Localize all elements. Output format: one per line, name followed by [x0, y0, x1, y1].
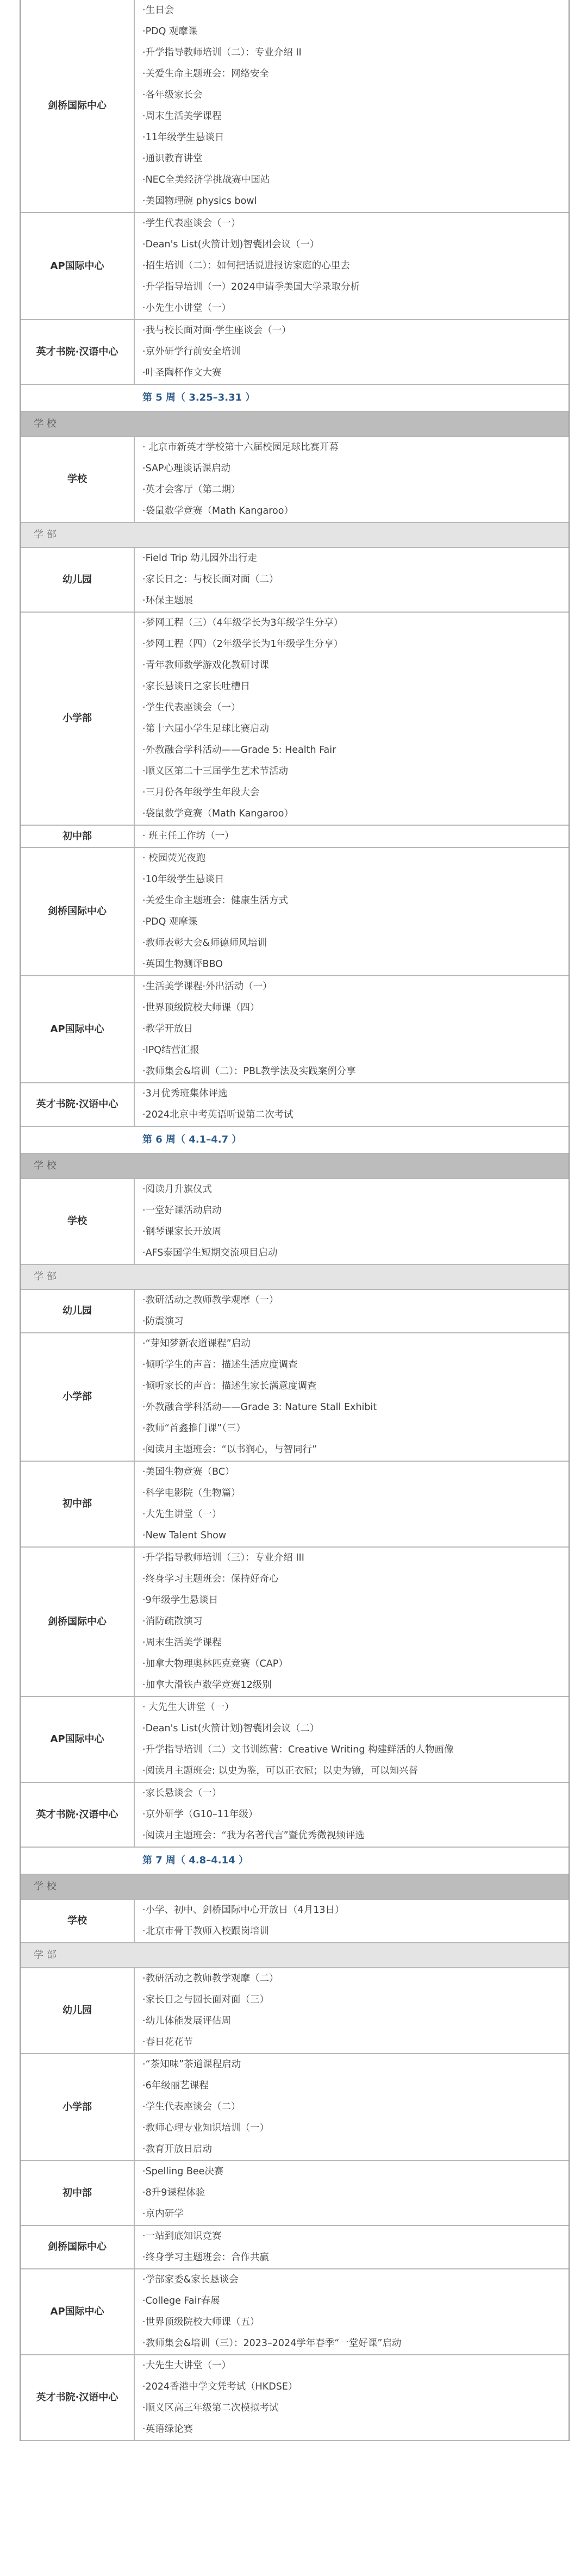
group-items	[135, 1333, 569, 1461]
event-item: ·美国物理碗 physics bowl	[142, 196, 257, 207]
event-item: ·关爱生命主题班会：网络安全	[142, 68, 270, 79]
week-title: 第 7 周（ 4.8–4.14 ）	[142, 1855, 248, 1866]
group-row	[21, 2226, 569, 2269]
event-item: ·升学指导培训（二）文书训练营：Creative Writing 构建鲜活的人物画像	[142, 1744, 454, 1755]
group-items	[135, 976, 569, 1082]
event-item: ·教师集会&培训（二）：PBL教学法及实践案例分享	[142, 1066, 356, 1077]
group-label: 幼儿园	[21, 1968, 135, 2053]
group-label: 剑桥国际中心	[21, 2226, 135, 2268]
group-items	[135, 2355, 569, 2440]
event-item: ·青年教师数学游戏化教研讨课	[142, 660, 270, 671]
event-item: ·教育开放日启动	[142, 2144, 213, 2155]
event-item: ·大先生大讲堂（一）	[142, 2360, 232, 2371]
event-item: ·阅读月主题班会: 以史为鉴，可以正衣冠；以史为镜，可以知兴替	[142, 1766, 419, 1776]
event-item: ·各年级家长会	[142, 90, 203, 101]
event-item: ·世界顶级院校大师课（四）	[142, 1002, 260, 1013]
group-items	[135, 1697, 569, 1782]
event-item: ·教师心理专业知识培训（一）	[142, 2123, 270, 2134]
event-item: · 校园荧光夜跑	[142, 853, 206, 864]
event-item: ·2024北京中考英语听说第二次考试	[142, 1109, 294, 1120]
group-items	[135, 1900, 569, 1942]
event-item: ·小学、初中、剑桥国际中心开放日（4月13日）	[142, 1905, 345, 1916]
group-items	[135, 1548, 569, 1696]
group-row	[21, 1783, 569, 1848]
event-item: ·“芽知梦新农道课程”启动	[142, 1338, 251, 1349]
event-item: ·倾听家长的声音：描述生家长满意度调查	[142, 1381, 317, 1392]
event-item: ·教师表彰大会&师德师风培训	[142, 938, 267, 949]
group-label: 初中部	[21, 1462, 135, 1546]
group-label: 小学部	[21, 2054, 135, 2160]
event-item: ·袋鼠数学竞赛（Math Kangaroo）	[142, 808, 294, 819]
event-item: ·钢琴课家长开放周	[142, 1226, 222, 1237]
group-row	[21, 0, 569, 213]
event-item: ·阅读月升旗仪式	[142, 1184, 213, 1195]
event-item: ·周末生活美学课程	[142, 1637, 222, 1648]
event-item: ·家长日之与园长面对面（三）	[142, 1994, 270, 2005]
group-items	[135, 0, 569, 212]
event-item: ·PDQ 观摩课	[142, 26, 198, 37]
group-row	[21, 1179, 569, 1265]
group-row	[21, 320, 569, 385]
group-items	[135, 1968, 569, 2053]
group-items	[135, 1462, 569, 1546]
event-item: ·一堂好课活动启动	[142, 1205, 222, 1216]
event-item: ·教师“首鑫推门课”（三）	[142, 1423, 246, 1434]
group-label: AP国际中心	[21, 2269, 135, 2354]
group-label: 英才书院·汉语中心	[21, 320, 135, 384]
event-item: ·梦网工程（四）（2年级学长为1年级学生分享）	[142, 639, 344, 650]
event-item: ·9年级学生悬谈日	[142, 1595, 218, 1606]
event-item: ·世界顶级院校大师课（五）	[142, 2317, 260, 2328]
event-item: ·加拿大滑铁卢数学竞赛12级别	[142, 1680, 272, 1691]
event-item: ·家长悬谈会（一）	[142, 1788, 222, 1799]
event-item: ·Spelling Bee决赛	[142, 2166, 224, 2177]
group-items	[135, 548, 569, 612]
group-label: 剑桥国际中心	[21, 1548, 135, 1696]
group-items	[135, 1783, 569, 1847]
event-item: ·招生培训（二）：如何把话说进报访家庭的心里去	[142, 260, 350, 271]
event-item: ·3月优秀班集体评选	[142, 1088, 228, 1099]
event-item: ·英才会客厅（第二期）	[142, 484, 241, 495]
event-item: ·学生代表座谈会（一）	[142, 218, 241, 229]
event-item: ·京外研学（G10–11年级）	[142, 1809, 258, 1820]
event-item: ·幼儿体能发展评估周	[142, 2016, 232, 2026]
group-items	[135, 2226, 569, 2268]
event-item: ·“茶知味”茶道课程启动	[142, 2059, 241, 2070]
event-item: ·IPQ结营汇报	[142, 1045, 200, 1056]
group-items	[135, 848, 569, 975]
event-item: ·叶圣陶杯作文大赛	[142, 367, 222, 378]
event-item: ·6年级丽艺课程	[142, 2080, 209, 2091]
group-label: 学校	[21, 437, 135, 522]
event-item: ·我与校长面对面·学生座谈会（一）	[142, 325, 291, 336]
group-row	[21, 2355, 569, 2441]
event-item: ·学生代表座谈会（一）	[142, 702, 241, 713]
event-item: ·学生代表座谈会（二）	[142, 2101, 241, 2112]
group-label: AP国际中心	[21, 976, 135, 1082]
event-item: ·学部家委&家长恳谈会	[142, 2274, 239, 2285]
group-items	[135, 613, 569, 825]
event-item: ·New Talent Show	[142, 1530, 227, 1541]
event-item: ·倾听学生的声音：描述生活应度调查	[142, 1359, 298, 1370]
group-row	[21, 1697, 569, 1783]
group-label: 小学部	[21, 1333, 135, 1461]
group-items	[135, 2161, 569, 2225]
event-item: ·生日会	[142, 5, 174, 16]
event-item: ·升学指导教师培训（二）：专业介绍 II	[142, 47, 302, 58]
group-row	[21, 2161, 569, 2226]
event-item: ·环保主题展	[142, 595, 193, 606]
group-row	[21, 613, 569, 826]
group-items	[135, 826, 569, 847]
event-item: ·美国生物竞赛（BC）	[142, 1467, 235, 1477]
event-item: ·8升9课程体验	[142, 2187, 205, 2198]
group-items	[135, 437, 569, 522]
group-items	[135, 213, 569, 319]
group-items	[135, 2269, 569, 2354]
week-header	[21, 385, 569, 412]
group-row	[21, 976, 569, 1083]
event-item: ·终身学习主题班会：合作共赢	[142, 2252, 270, 2263]
event-item: ·教研活动之教师教学观摩（二）	[142, 1973, 279, 1984]
group-row	[21, 848, 569, 976]
event-item: · 大先生大讲堂（一）	[142, 1702, 234, 1713]
event-item: · 北京市新英才学校第十六届校园足球比赛开幕	[142, 442, 339, 453]
group-label: 英才书院·汉语中心	[21, 2355, 135, 2440]
group-row	[21, 1548, 569, 1697]
event-item: ·京内研学	[142, 2209, 184, 2219]
week-title: 第 6 周（ 4.1–4.7 ）	[142, 1134, 242, 1145]
event-item: ·一站到底知识竞赛	[142, 2231, 222, 2242]
event-item: ·11年级学生悬谈日	[142, 132, 224, 143]
group-row	[21, 548, 569, 613]
event-item: ·顺义区高三年级第二次模拟考试	[142, 2403, 279, 2413]
event-item: ·PDQ 观摩课	[142, 916, 198, 927]
group-items	[135, 1179, 569, 1264]
group-row	[21, 1968, 569, 2054]
group-label: 学校	[21, 1179, 135, 1264]
group-label: 初中部	[21, 2161, 135, 2225]
event-item: ·Dean's List(火箭计划)智囊团会议（二）	[142, 1723, 320, 1734]
group-label: 学校	[21, 1900, 135, 1942]
event-item: ·Dean's List(火箭计划)智囊团会议（一）	[142, 239, 320, 250]
group-label: AP国际中心	[21, 1697, 135, 1782]
group-items	[135, 2054, 569, 2160]
event-item: ·升学指导教师培训（三）：专业介绍 III	[142, 1552, 304, 1563]
event-item: ·教研活动之教师教学观摩（一）	[142, 1295, 279, 1306]
group-row	[21, 2269, 569, 2355]
group-row	[21, 1900, 569, 1943]
event-item: ·家长悬谈日之家长吐槽日	[142, 681, 251, 692]
event-item: ·大先生讲堂（一）	[142, 1509, 222, 1520]
event-item: ·10年级学生悬谈日	[142, 874, 224, 885]
event-item: ·顺义区第二十三届学生艺术节活动	[142, 766, 289, 777]
group-label: 小学部	[21, 613, 135, 825]
department-band: 学 部	[21, 1265, 569, 1290]
event-item: ·Field Trip 幼儿园外出行走	[142, 553, 257, 564]
event-item: ·阅读月主题班会：“我为名著代言”暨优秀微视频评选	[142, 1830, 365, 1841]
event-item: ·SAP心理谈话课启动	[142, 463, 231, 474]
event-item: ·外教融合学科活动——Grade 5: Health Fair	[142, 745, 336, 756]
event-item: ·春日花花节	[142, 2037, 193, 2048]
school-band: 学 校	[21, 1154, 569, 1179]
event-item: ·关爱生命主题班会：健康生活方式	[142, 895, 289, 906]
group-row	[21, 213, 569, 320]
event-item: ·加拿大物理奥林匹克竞赛（CAP）	[142, 1658, 288, 1669]
group-label: AP国际中心	[21, 213, 135, 319]
event-item: ·英语绿论赛	[142, 2424, 193, 2435]
week-header	[21, 1127, 569, 1154]
event-item: ·外教融合学科活动——Grade 3: Nature Stall Exhibit	[142, 1402, 377, 1413]
group-row	[21, 2054, 569, 2161]
event-item: ·英国生物测评BBO	[142, 959, 223, 970]
group-items	[135, 1290, 569, 1332]
event-item: ·第十六届小学生足球比赛启动	[142, 723, 270, 734]
event-item: ·防震演习	[142, 1316, 184, 1327]
group-items	[135, 1083, 569, 1126]
event-item: ·2024香港中学文凭考试（HKDSE）	[142, 2381, 298, 2392]
group-row	[21, 437, 569, 523]
group-row	[21, 1290, 569, 1333]
event-item: ·小先生小讲堂（一）	[142, 303, 232, 314]
group-row	[21, 826, 569, 848]
group-label: 幼儿园	[21, 548, 135, 612]
event-item: ·家长日之：与校长面对面（二）	[142, 574, 279, 585]
event-item: ·科学电影院（生物篇）	[142, 1488, 241, 1499]
group-label: 英才书院·汉语中心	[21, 1083, 135, 1126]
group-label: 剑桥国际中心	[21, 848, 135, 975]
event-item: ·通识教育讲堂	[142, 153, 203, 164]
school-band: 学 校	[21, 1875, 569, 1900]
event-item: ·阅读月主题班会：“以书润心，与智同行”	[142, 1444, 317, 1455]
week-header	[21, 1848, 569, 1875]
group-row	[21, 1083, 569, 1127]
event-item: ·AFS泰国学生短期交流项目启动	[142, 1248, 278, 1258]
event-item: · 班主任工作坊（一）	[142, 831, 234, 841]
event-item: ·终身学习主题班会：保持好奇心	[142, 1574, 279, 1585]
school-band: 学 校	[21, 412, 569, 437]
event-item: ·京外研学行前安全培训	[142, 346, 241, 357]
group-label: 英才书院·汉语中心	[21, 1783, 135, 1847]
event-item: ·NEC全美经济学挑战赛中国站	[142, 174, 270, 185]
week-title: 第 5 周（ 3.25–3.31 ）	[142, 392, 255, 403]
event-item: ·College Fair春展	[142, 2296, 220, 2306]
group-label: 初中部	[21, 826, 135, 847]
group-row	[21, 1462, 569, 1548]
group-row	[21, 1333, 569, 1462]
event-item: ·升学指导培训（一）2024申请季美国大学录取分析	[142, 282, 360, 292]
department-band: 学 部	[21, 523, 569, 548]
department-band: 学 部	[21, 1943, 569, 1968]
group-label: 幼儿园	[21, 1290, 135, 1332]
event-item: ·生活美学课程·外出活动（一）	[142, 981, 272, 992]
event-item: ·教师集会&培训（三）：2023–2024学年春季“一堂好课”启动	[142, 2338, 402, 2349]
event-item: ·教学开放日	[142, 1024, 193, 1034]
group-items	[135, 320, 569, 384]
event-item: ·消防疏散演习	[142, 1616, 203, 1627]
group-label: 剑桥国际中心	[21, 0, 135, 212]
calendar-table	[20, 0, 570, 2441]
event-item: ·北京市骨干教师入校跟岗培训	[142, 1926, 270, 1937]
event-item: ·梦网工程（三）（4年级学长为3年级学生分享）	[142, 618, 344, 628]
event-item: ·周末生活美学课程	[142, 111, 222, 122]
event-item: ·三月份各年级学生年段大会	[142, 787, 260, 798]
event-item: ·袋鼠数学竞赛（Math Kangaroo）	[142, 506, 294, 516]
